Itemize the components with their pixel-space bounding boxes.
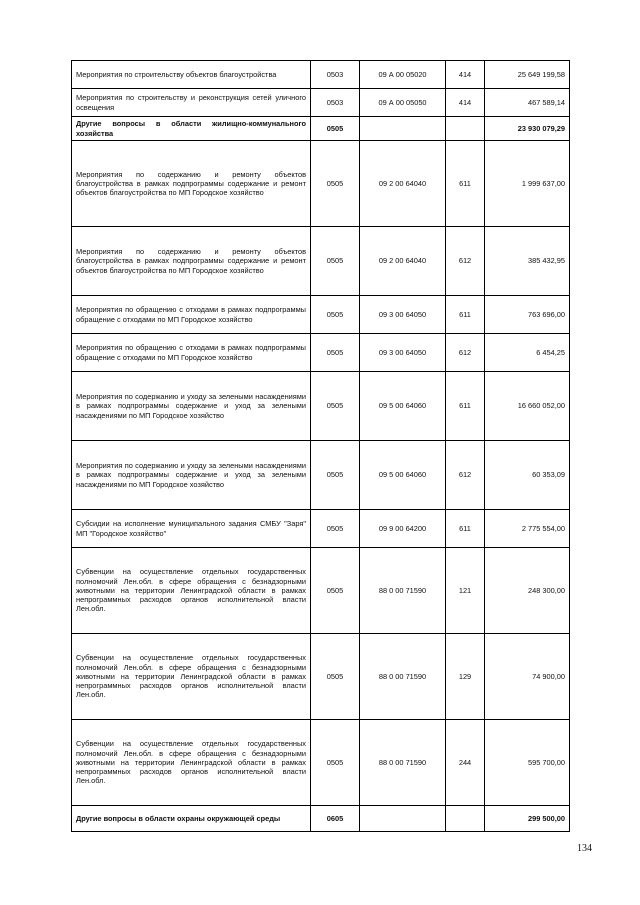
row-name-cell: Мероприятия по обращению с отходами в рамках подпрограммы обращение с отходами по МП Городское хозяйство <box>72 334 311 372</box>
row-expense-type-cell <box>446 117 485 141</box>
row-section-cell: 0505 <box>311 510 360 548</box>
budget-table <box>71 60 570 832</box>
row-section-cell: 0505 <box>311 296 360 334</box>
row-name-cell: Мероприятия по содержанию и уходу за зелеными насаждениями в рамках подпрограммы содержание и уход за зелеными насаждениями по МП Городское хозяйство <box>72 372 311 441</box>
row-section-cell: 0503 <box>311 61 360 89</box>
row-expense-type-cell: 612 <box>446 441 485 510</box>
row-target-cell: 09 2 00 64040 <box>360 227 446 296</box>
row-target-cell <box>360 117 446 141</box>
row-sum-cell: 248 300,00 <box>485 548 570 634</box>
row-expense-type-cell: 129 <box>446 634 485 720</box>
row-section-cell: 0505 <box>311 720 360 806</box>
table-row <box>72 227 570 296</box>
row-section-cell: 0503 <box>311 89 360 117</box>
row-name-cell: Другие вопросы в области жилищно-коммунального хозяйства <box>72 117 311 141</box>
row-sum-cell: 299 500,00 <box>485 806 570 832</box>
row-expense-type-cell: 611 <box>446 510 485 548</box>
row-target-cell: 09 3 00 64050 <box>360 296 446 334</box>
row-expense-type-cell: 414 <box>446 89 485 117</box>
row-section-cell: 0505 <box>311 334 360 372</box>
row-sum-cell: 74 900,00 <box>485 634 570 720</box>
row-sum-cell: 1 999 637,00 <box>485 141 570 227</box>
row-section-cell: 0605 <box>311 806 360 832</box>
table-row <box>72 89 570 117</box>
row-expense-type-cell: 121 <box>446 548 485 634</box>
row-name-cell: Мероприятия по содержанию и ремонту объектов благоустройства в рамках подпрограммы содержание и ремонт объектов благоустройства по МП Городское хозяйство <box>72 227 311 296</box>
table-row <box>72 548 570 634</box>
row-expense-type-cell: 244 <box>446 720 485 806</box>
table-row <box>72 806 570 832</box>
row-sum-cell: 60 353,09 <box>485 441 570 510</box>
row-name-cell: Субсидии на исполнение муниципального задания СМБУ "Заря" МП "Городское хозяйство" <box>72 510 311 548</box>
row-sum-cell: 2 775 554,00 <box>485 510 570 548</box>
table-row <box>72 441 570 510</box>
row-sum-cell: 23 930 079,29 <box>485 117 570 141</box>
table-row <box>72 510 570 548</box>
row-target-cell: 09 5 00 64060 <box>360 441 446 510</box>
row-target-cell: 09 2 00 64040 <box>360 141 446 227</box>
row-section-cell: 0505 <box>311 372 360 441</box>
table-row <box>72 61 570 89</box>
row-section-cell: 0505 <box>311 141 360 227</box>
row-target-cell: 09 А 00 05020 <box>360 61 446 89</box>
row-sum-cell: 595 700,00 <box>485 720 570 806</box>
row-target-cell: 88 0 00 71590 <box>360 634 446 720</box>
row-section-cell: 0505 <box>311 441 360 510</box>
row-name-cell: Мероприятия по строительству объектов благоустройства <box>72 61 311 89</box>
row-target-cell: 09 А 00 05050 <box>360 89 446 117</box>
row-target-cell: 09 5 00 64060 <box>360 372 446 441</box>
row-section-cell: 0505 <box>311 227 360 296</box>
row-name-cell: Субвенции на осуществление отдельных государственных полномочий Лен.обл. в сфере обращения с безнадзорными животными на территории Ленинградской области в рамках непрограммных расходов органов исполнительной власти Лен.обл. <box>72 634 311 720</box>
page-number: 134 <box>577 843 592 854</box>
row-name-cell: Мероприятия по обращению с отходами в рамках подпрограммы обращение с отходами по МП Городское хозяйство <box>72 296 311 334</box>
table-row <box>72 372 570 441</box>
row-expense-type-cell <box>446 806 485 832</box>
row-section-cell: 0505 <box>311 634 360 720</box>
row-name-cell: Мероприятия по содержанию и уходу за зелеными насаждениями в рамках подпрограммы содержание и уход за зелеными насаждениями по МП Городское хозяйство <box>72 441 311 510</box>
row-expense-type-cell: 611 <box>446 372 485 441</box>
row-name-cell: Субвенции на осуществление отдельных государственных полномочий Лен.обл. в сфере обращения с безнадзорными животными на территории Ленинградской области в рамках непрограммных расходов органов исполнительной власти Лен.обл. <box>72 548 311 634</box>
row-target-cell: 09 3 00 64050 <box>360 334 446 372</box>
row-target-cell: 88 0 00 71590 <box>360 720 446 806</box>
row-target-cell: 09 9 00 64200 <box>360 510 446 548</box>
row-name-cell: Мероприятия по строительству и реконструкция сетей уличного освещения <box>72 89 311 117</box>
table-row <box>72 296 570 334</box>
row-name-cell: Субвенции на осуществление отдельных государственных полномочий Лен.обл. в сфере обращения с безнадзорными животными на территории Ленинградской области в рамках непрограммных расходов органов исполнительной власти Лен.обл. <box>72 720 311 806</box>
table-row <box>72 141 570 227</box>
row-expense-type-cell: 414 <box>446 61 485 89</box>
row-section-cell: 0505 <box>311 117 360 141</box>
row-sum-cell: 385 432,95 <box>485 227 570 296</box>
row-name-cell: Другие вопросы в области охраны окружающей среды <box>72 806 311 832</box>
table-row <box>72 634 570 720</box>
table-row <box>72 334 570 372</box>
row-expense-type-cell: 612 <box>446 334 485 372</box>
budget-table-body <box>72 61 570 832</box>
table-row <box>72 117 570 141</box>
row-sum-cell: 6 454,25 <box>485 334 570 372</box>
row-expense-type-cell: 612 <box>446 227 485 296</box>
row-sum-cell: 16 660 052,00 <box>485 372 570 441</box>
row-section-cell: 0505 <box>311 548 360 634</box>
row-sum-cell: 467 589,14 <box>485 89 570 117</box>
row-expense-type-cell: 611 <box>446 296 485 334</box>
row-name-cell: Мероприятия по содержанию и ремонту объектов благоустройства в рамках подпрограммы содержание и ремонт объектов благоустройства по МП Городское хозяйство <box>72 141 311 227</box>
row-sum-cell: 25 649 199,58 <box>485 61 570 89</box>
row-sum-cell: 763 696,00 <box>485 296 570 334</box>
row-target-cell <box>360 806 446 832</box>
row-expense-type-cell: 611 <box>446 141 485 227</box>
row-target-cell: 88 0 00 71590 <box>360 548 446 634</box>
table-row <box>72 720 570 806</box>
